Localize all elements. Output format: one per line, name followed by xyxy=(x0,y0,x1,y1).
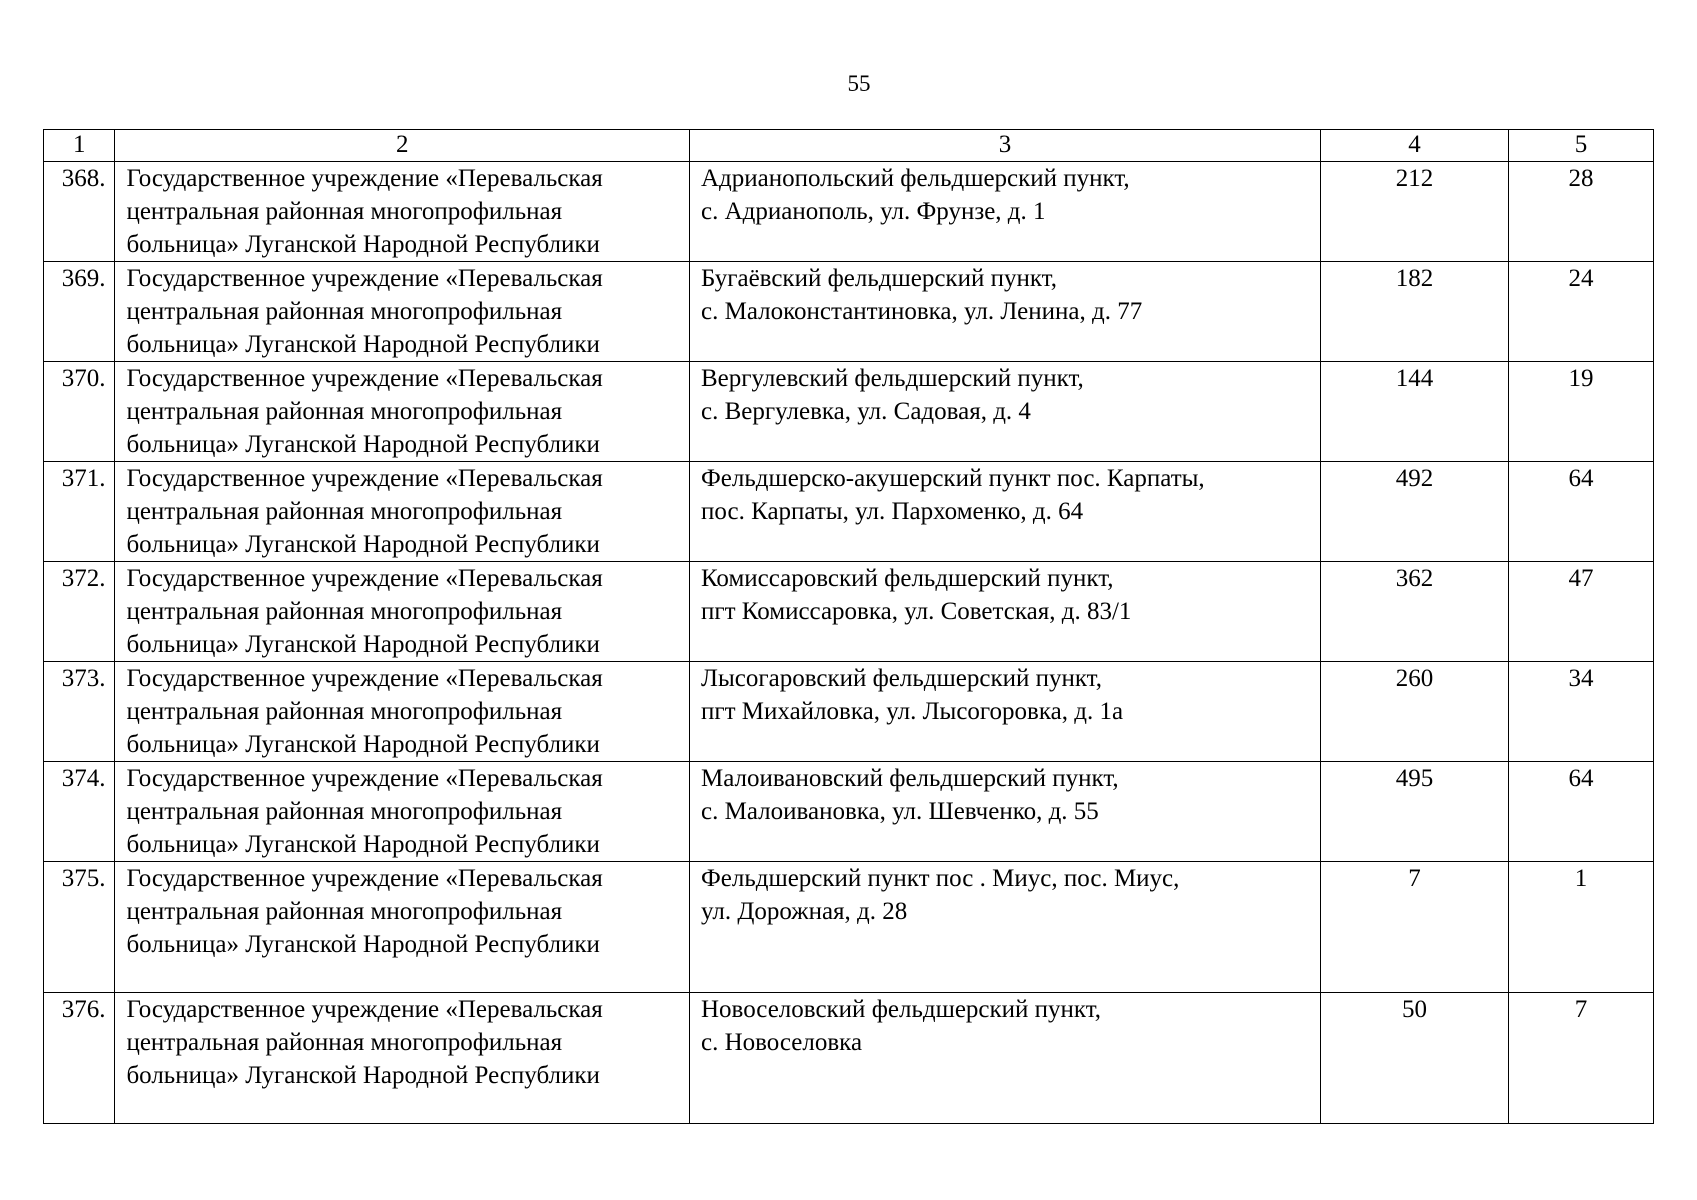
table-row xyxy=(44,362,1654,462)
facility-address-line: с. Малоконстантиновка, ул. Ленина, д. 77 xyxy=(701,298,1143,325)
organization-line: центральная районная многопрофильная xyxy=(126,1029,563,1056)
organization-cell xyxy=(115,762,690,862)
organization-line: Государственное учреждение «Перевальская xyxy=(126,865,603,892)
organization-line: центральная районная многопрофильная xyxy=(126,198,563,225)
facility-address-line: Малоивановский фельдшерский пункт, xyxy=(701,765,1119,792)
value-column-5: 1 xyxy=(1509,862,1654,993)
facility-address-line: Вергулевский фельдшерский пункт, xyxy=(701,365,1084,392)
row-number: 371. xyxy=(44,462,115,562)
organization-line: центральная районная многопрофильная xyxy=(126,898,563,925)
organization-cell xyxy=(115,662,690,762)
column-header-2: 2 xyxy=(115,130,690,162)
value-column-4: 182 xyxy=(1320,262,1508,362)
organization-line: Государственное учреждение «Перевальская xyxy=(126,565,603,592)
facility-address-line: с. Новоселовка xyxy=(701,1029,863,1056)
table-row xyxy=(44,562,1654,662)
facility-address-cell xyxy=(690,362,1321,462)
organization-line: Государственное учреждение «Перевальская xyxy=(126,996,603,1023)
organization-cell xyxy=(115,462,690,562)
facility-address-cell xyxy=(690,462,1321,562)
facility-address-line: пгт Комиссаровка, ул. Советская, д. 83/1 xyxy=(701,598,1132,625)
row-number: 372. xyxy=(44,562,115,662)
row-number: 376. xyxy=(44,993,115,1124)
value-column-5: 28 xyxy=(1509,162,1654,262)
value-column-5: 47 xyxy=(1509,562,1654,662)
organization-line: Государственное учреждение «Перевальская xyxy=(126,765,603,792)
table-row xyxy=(44,162,1654,262)
value-column-4: 495 xyxy=(1320,762,1508,862)
organization-line: Государственное учреждение «Перевальская xyxy=(126,365,603,392)
facility-address-cell xyxy=(690,562,1321,662)
value-column-4: 362 xyxy=(1320,562,1508,662)
value-column-4: 144 xyxy=(1320,362,1508,462)
row-number: 370. xyxy=(44,362,115,462)
value-column-4: 212 xyxy=(1320,162,1508,262)
column-header-3: 3 xyxy=(690,130,1321,162)
value-column-4: 492 xyxy=(1320,462,1508,562)
facility-address-line: Новоселовский фельдшерский пункт, xyxy=(701,996,1102,1023)
organization-cell xyxy=(115,993,690,1124)
table-row xyxy=(44,862,1654,993)
row-number: 375. xyxy=(44,862,115,993)
organization-line: центральная районная многопрофильная xyxy=(126,298,563,325)
organization-line: больница» Луганской Народной Республики xyxy=(126,431,600,458)
facility-address-cell xyxy=(690,993,1321,1124)
row-number: 374. xyxy=(44,762,115,862)
registry-table-body xyxy=(44,130,1654,1124)
organization-line: Государственное учреждение «Перевальская xyxy=(126,465,603,492)
value-column-4: 7 xyxy=(1320,862,1508,993)
facility-address-cell xyxy=(690,762,1321,862)
column-header-4: 4 xyxy=(1320,130,1508,162)
organization-line: больница» Луганской Народной Республики xyxy=(126,331,600,358)
facility-address-line: Адрианопольский фельдшерский пункт, xyxy=(701,165,1130,192)
value-column-5: 64 xyxy=(1509,762,1654,862)
facility-address-cell xyxy=(690,862,1321,993)
registry-table xyxy=(43,129,1654,1124)
facility-address-line: пос. Карпаты, ул. Пархоменко, д. 64 xyxy=(701,498,1084,525)
organization-line: центральная районная многопрофильная xyxy=(126,598,563,625)
column-header-1: 1 xyxy=(44,130,115,162)
organization-line: Государственное учреждение «Перевальская xyxy=(126,265,603,292)
facility-address-line: Бугаёвский фельдшерский пункт, xyxy=(701,265,1057,292)
facility-address-line: с. Малоивановка, ул. Шевченко, д. 55 xyxy=(701,798,1099,825)
facility-address-line: пгт Михайловка, ул. Лысогоровка, д. 1а xyxy=(701,698,1124,725)
table-row xyxy=(44,662,1654,762)
value-column-5: 7 xyxy=(1509,993,1654,1124)
value-column-5: 64 xyxy=(1509,462,1654,562)
value-column-4: 260 xyxy=(1320,662,1508,762)
organization-line: центральная районная многопрофильная xyxy=(126,698,563,725)
organization-line: центральная районная многопрофильная xyxy=(126,798,563,825)
facility-address-line: Комиссаровский фельдшерский пункт, xyxy=(701,565,1114,592)
row-number: 368. xyxy=(44,162,115,262)
organization-cell xyxy=(115,162,690,262)
organization-line: больница» Луганской Народной Республики xyxy=(126,631,600,658)
organization-cell xyxy=(115,562,690,662)
organization-line: больница» Луганской Народной Республики xyxy=(126,731,600,758)
organization-line: больница» Луганской Народной Республики xyxy=(126,831,600,858)
facility-address-line: ул. Дорожная, д. 28 xyxy=(701,898,908,925)
organization-line: центральная районная многопрофильная xyxy=(126,398,563,425)
row-number: 373. xyxy=(44,662,115,762)
facility-address-cell xyxy=(690,162,1321,262)
facility-address-line: Фельдшерско-акушерский пункт пос. Карпаты, xyxy=(701,465,1205,492)
facility-address-line: с. Адрианополь, ул. Фрунзе, д. 1 xyxy=(701,198,1046,225)
facility-address-cell xyxy=(690,262,1321,362)
organization-cell xyxy=(115,262,690,362)
value-column-4: 50 xyxy=(1320,993,1508,1124)
organization-line: центральная районная многопрофильная xyxy=(126,498,563,525)
value-column-5: 34 xyxy=(1509,662,1654,762)
organization-cell xyxy=(115,862,690,993)
table-row xyxy=(44,993,1654,1124)
organization-line: больница» Луганской Народной Республики xyxy=(126,1062,600,1089)
organization-cell xyxy=(115,362,690,462)
organization-line: больница» Луганской Народной Республики xyxy=(126,231,600,258)
facility-address-line: с. Вергулевка, ул. Садовая, д. 4 xyxy=(701,398,1031,425)
table-row xyxy=(44,262,1654,362)
row-number: 369. xyxy=(44,262,115,362)
header-row xyxy=(44,130,1654,162)
organization-line: Государственное учреждение «Перевальская xyxy=(126,165,603,192)
facility-address-line: Фельдшерский пункт пос . Миус, пос. Миус, xyxy=(701,865,1180,892)
facility-address-cell xyxy=(690,662,1321,762)
facility-address-line: Лысогаровский фельдшерский пункт, xyxy=(701,665,1102,692)
value-column-5: 24 xyxy=(1509,262,1654,362)
column-header-5: 5 xyxy=(1509,130,1654,162)
organization-line: больница» Луганской Народной Республики xyxy=(126,931,600,958)
value-column-5: 19 xyxy=(1509,362,1654,462)
page-number: 55 xyxy=(847,71,871,96)
table-row xyxy=(44,762,1654,862)
table-row xyxy=(44,462,1654,562)
organization-line: Государственное учреждение «Перевальская xyxy=(126,665,603,692)
organization-line: больница» Луганской Народной Республики xyxy=(126,531,600,558)
